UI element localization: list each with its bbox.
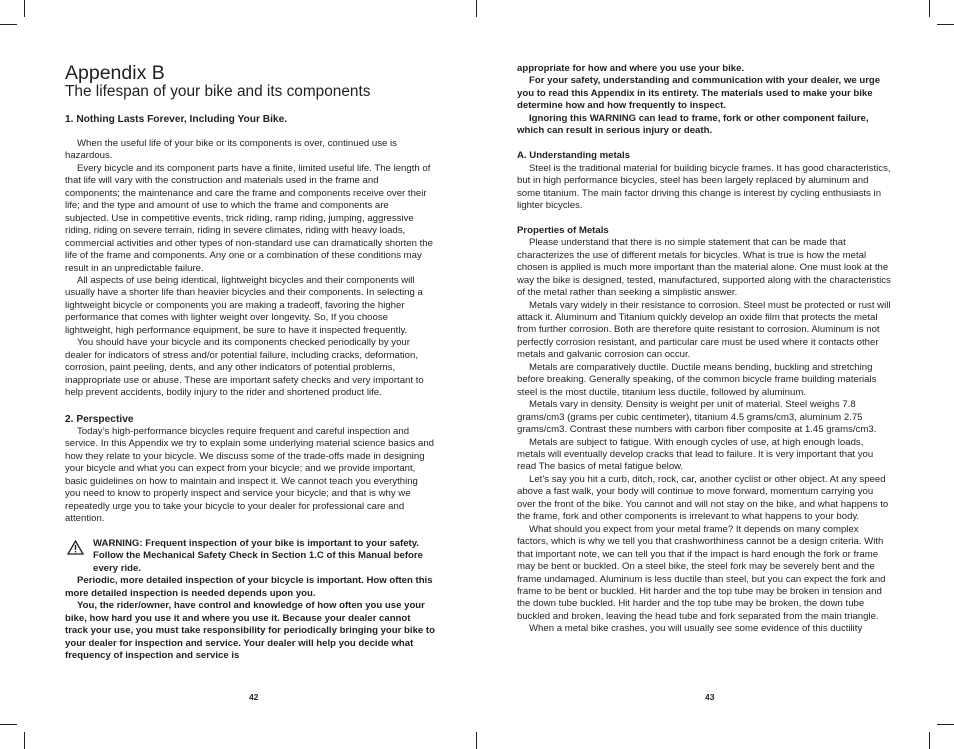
crop-mark-top-center (476, 0, 477, 17)
warning-text: WARNING: Frequent inspection of your bike is important to your safety. Follow the Mechanical Safety Check in Section 1.C of this Manual before every ride. (93, 538, 423, 574)
section-a-paragraph-1: Steel is the traditional material for building bicycle frames. It has good characteristics, but in high performance bicycles, steel has been largely replaced by aluminum and some titanium. The main factor driving this change is interest by cycling enthusiasts in lighter bicycles. (517, 162, 891, 211)
left-page-body (65, 113, 435, 663)
crop-mark-bottom-center (476, 732, 477, 749)
properties-paragraph-8: When a metal bike crashes, you will usually see some evidence of this ductility (529, 623, 863, 635)
s1-paragraph-4: You should have your bicycle and its components checked periodically by your dealer for indicators of stress and/or potential failure, including cracks, deformation, corrosion, paint peeling, dents, and any other indicators of potential problems, inappropriate use or abuse. These are important safety checks and very important to help prevent accidents, bodily injury to the rider and shortened product life. (65, 337, 424, 399)
section-a-heading: A. Understanding metals (517, 150, 631, 162)
page-number-left: 42 (249, 692, 259, 702)
bold-continuation: appropriate for how and where you use your bike. (517, 63, 745, 74)
warning-triangle-icon (67, 540, 84, 555)
bold-paragraph-1: Periodic, more detailed inspection of your bicycle is important. How often this more detailed inspection is needed depends upon you. (65, 575, 433, 599)
right-page-body (517, 63, 891, 636)
crop-mark-top-left-h (0, 24, 17, 25)
s1-paragraph-1: When the useful life of your bike or its components is over, continued use is hazardous. (65, 138, 397, 162)
section-1-heading: 1. Nothing Lasts Forever, Including Your Bike. (65, 114, 288, 125)
crop-mark-top-left-v (24, 0, 25, 17)
properties-paragraph-1: Please understand that there is no simple statement that can be made that characterizes the use of different metals for bicycles. What is true is how the metal chosen is applied is much more important than the material alone. One must look at the way the bike is designed, tested, manufactured, supported along with the characteristics of the metal rather than seeking a simplistic answer. (517, 237, 891, 299)
warning-block (65, 538, 435, 575)
s1-paragraph-2: Every bicycle and its component parts have a finite, limited useful life. The length of that life will vary with the construction and materials used in the frame and components; the maintenance and care the frame and components receive over their life; and the type and amount of use to which the frame and components are subjected. Use in competitive events, trick riding, ramp riding, jumping, aggressive riding, riding on severe terrain, riding in severe climates, riding with heavy loads, commercial activities and other types of non-standard use can dramatically shorten the life of the frame and components. Any one or a combination of these conditions may result in an unpredictable failure. (65, 162, 433, 274)
properties-paragraph-5: Metals are subject to fatigue. With enough cycles of use, at high enough loads, metals will eventually develop cracks that lead to failure. It is very important that you read The basics of metal fatigue below. (517, 436, 874, 473)
bold-paragraph-2: You, the rider/owner, have control and knowledge of how often you use your bike, how hard you use it and where you use it. Because your dealer cannot track your use, you must take responsibility for periodically bringing your bike to your dealer for inspection and service. Your dealer will help you decide what frequency of inspection and service is (65, 600, 435, 662)
crop-mark-bottom-right-v (929, 732, 930, 749)
crop-mark-bottom-left-v (24, 732, 25, 749)
properties-paragraph-3: Metals are comparatively ductile. Ductile means bending, buckling and stretching before breaking. Generally speaking, of the common bicycle frame building materials steel is the most ductile, titanium less ductile, followed by aluminum. (517, 361, 877, 398)
page-number-right: 43 (705, 692, 715, 702)
properties-paragraph-2: Metals vary widely in their resistance to corrosion. Steel must be protected or rust will attack it. Aluminum and Titanium quickly develop an oxide film that protects the metal from further corrosion. Both are therefore quite resistant to corrosion. Aluminum is not perfectly corrosion resistant, and particular care must be used where it contacts other metals and galvanic corrosion can occur. (517, 299, 891, 361)
s2-paragraph-1: Today’s high-performance bicycles require frequent and careful inspection and service. In this Appendix we try to explain some underlying material science basics and how they relate to your bicycle. We discuss some of the trade-offs made in designing your bicycle and what you can expect from your bicycle; and we provide important, basic guidelines on how to maintain and inspect it. We cannot teach you everything you need to know to properly inspect and service your bicycle; and that is why we repeatedly urge you to take your bicycle to your dealer for professional care and attention. (65, 425, 435, 525)
properties-paragraph-6: Let’s say you hit a curb, ditch, rock, car, another cyclist or other object. At any speed above a fast walk, your body will continue to move forward, momentum carrying you over the front of the bike. You cannot and will not stay on the bike, and what happens to the frame, fork and other components is irrelevant to what happens to your body. (517, 473, 889, 523)
properties-paragraph-4: Metals vary in density. Density is weight per unit of material. Steel weighs 7.8 grams/cm3 (grams per cubic centimeter), titanium 4.5 grams/cm3, aluminum 2.75 grams/cm3. Contrast these numbers with carbon fiber composite at 1.45 grams/cm3. (517, 399, 877, 436)
section-2-heading: 2. Perspective (65, 413, 134, 425)
appendix-subtitle: The lifespan of your bike and its components (65, 83, 371, 100)
crop-mark-bottom-right-h (937, 724, 954, 725)
properties-heading: Properties of Metals (517, 224, 609, 236)
crop-mark-bottom-left-h (0, 724, 17, 725)
bold-paragraph-read-appendix: For your safety, understanding and communication with your dealer, we urge you to read this Appendix in its entirety. The materials used to make your bike determine how and how frequently to inspect. (517, 75, 881, 112)
properties-paragraph-7: What should you expect from your metal frame? It depends on many complex factors, which is why we tell you that crashworthiness cannot be a design criteria. With that important note, we can tell you that if the impact is hard enough the fork or frame may be bent or buckled. On a steel bike, the steel fork may be severely bent and the frame undamaged. Aluminum is less ductile than steel, but you can expect the fork and frame to be bent or buckled. Hit harder and the top tube may be broken in tension and the down tube buckled. Hit harder and the top tube may be broken, the down tube buckled and broken, leaving the head tube and fork separated from the main triangle. (517, 523, 886, 622)
bold-paragraph-ignoring-warning: Ignoring this WARNING can lead to frame, fork or other component failure, which can result in serious injury or death. (517, 112, 869, 137)
appendix-title: Appendix B (65, 62, 165, 84)
s1-paragraph-3: All aspects of use being identical, lightweight bicycles and their components will usually have a shorter life than heavier bicycles and their components. In selecting a lightweight bicycle or components you are making a tradeoff, favoring the higher performance that comes with lighter weight over longevity. So, If you choose lightweight, high performance equipment, be sure to have it inspected frequently. (65, 274, 423, 336)
crop-mark-top-right-h (937, 24, 954, 25)
crop-mark-top-right-v (929, 0, 930, 17)
